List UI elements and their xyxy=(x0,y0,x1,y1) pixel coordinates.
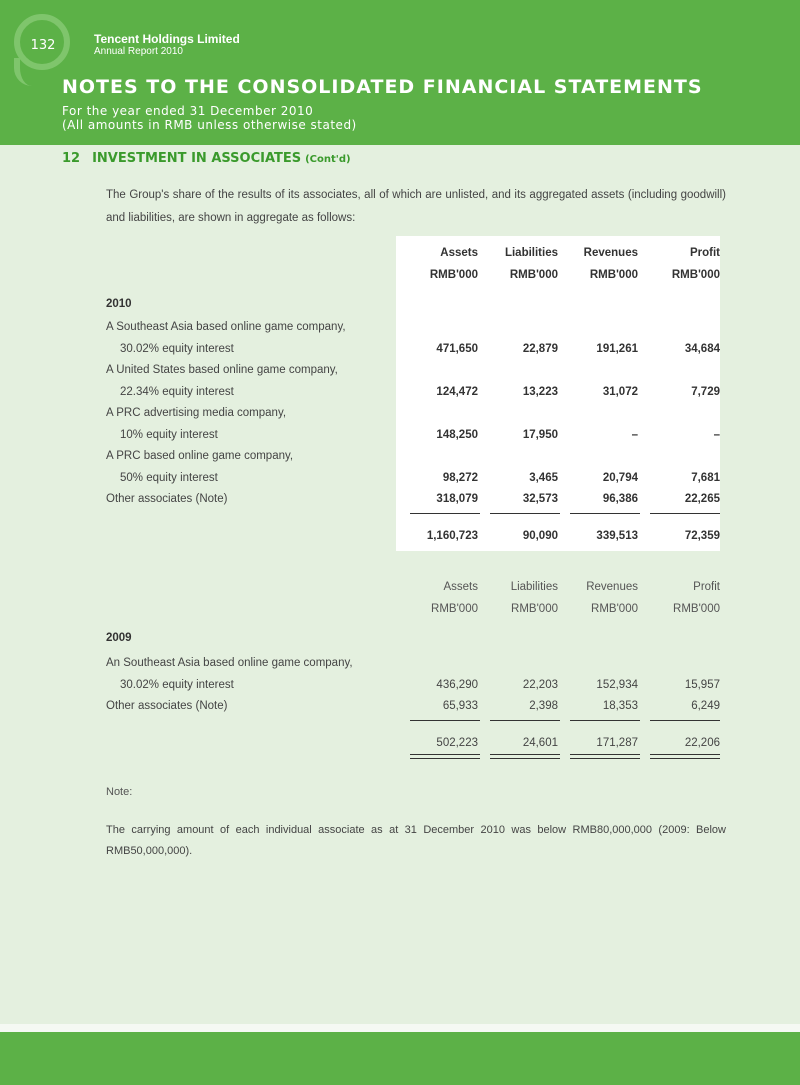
company-name: Tencent Holdings Limited xyxy=(94,32,240,46)
table-row xyxy=(106,402,720,424)
cell-revenues: 20,794 xyxy=(602,472,638,484)
cell-liabilities: 3,465 xyxy=(529,472,558,484)
col-header-liabilities: Liabilities xyxy=(504,247,558,259)
row-label: 10% equity interest xyxy=(120,429,218,441)
row-label: A PRC advertising media company, xyxy=(106,407,287,419)
total-liabilities: 24,601 xyxy=(522,737,558,749)
cell-assets: 436,290 xyxy=(436,679,478,691)
section-number: 12 xyxy=(62,151,81,166)
cell-profit: 7,681 xyxy=(691,472,720,484)
table-row xyxy=(106,338,720,360)
year-label: 2009 xyxy=(106,632,132,644)
note-label: Note: xyxy=(106,786,133,798)
total-double-rule xyxy=(650,754,720,759)
table-row xyxy=(106,381,720,403)
col-header-revenues: Revenues xyxy=(586,581,638,593)
col-unit: RMB'000 xyxy=(429,269,478,281)
table-2010 xyxy=(106,236,720,551)
row-label: 22.34% equity interest xyxy=(120,386,234,398)
row-label: Other associates (Note) xyxy=(106,493,228,505)
cell-assets: 124,472 xyxy=(436,386,478,398)
total-liabilities: 90,090 xyxy=(522,530,558,542)
cell-revenues: 96,386 xyxy=(602,493,638,505)
page-title: NOTES TO THE CONSOLIDATED FINANCIAL STATEMENTS xyxy=(62,76,703,98)
section-cont: (Cont'd) xyxy=(305,154,351,165)
table-row xyxy=(106,674,720,696)
total-revenues: 171,287 xyxy=(596,737,638,749)
table-row xyxy=(106,316,720,338)
col-unit: RMB'000 xyxy=(509,269,558,281)
col-unit: RMB'000 xyxy=(673,603,720,615)
row-label: 30.02% equity interest xyxy=(120,343,234,355)
intro-paragraph: The Group's share of the results of its associates, all of which are unlisted, and its aggregated assets (including goodwill) and liabilities, are shown in aggregate as follows: xyxy=(106,189,726,224)
subtotal-rule xyxy=(410,513,480,514)
table-2009 xyxy=(106,568,720,778)
cell-profit: 34,684 xyxy=(684,343,720,355)
table-row xyxy=(106,652,720,674)
cell-liabilities: 17,950 xyxy=(522,429,558,441)
col-unit: RMB'000 xyxy=(511,603,558,615)
cell-liabilities: 2,398 xyxy=(529,700,558,712)
cell-revenues: 191,261 xyxy=(596,343,638,355)
table-row xyxy=(106,424,720,446)
total-assets: 1,160,723 xyxy=(426,530,478,542)
table-row xyxy=(106,445,720,467)
cell-assets: 98,272 xyxy=(442,472,478,484)
currency-subtitle: (All amounts in RMB unless otherwise stated) xyxy=(62,118,357,132)
cell-assets: 471,650 xyxy=(436,343,478,355)
unit-header-row xyxy=(106,598,720,620)
unit-header-row xyxy=(106,264,720,286)
section-heading xyxy=(62,151,351,166)
table-row xyxy=(106,467,720,489)
total-double-rule xyxy=(490,754,560,759)
cell-liabilities: 22,879 xyxy=(522,343,558,355)
col-unit: RMB'000 xyxy=(671,269,720,281)
period-subtitle: For the year ended 31 December 2010 xyxy=(62,104,314,118)
total-row xyxy=(106,525,720,547)
cell-profit: 15,957 xyxy=(684,679,720,691)
cell-revenues: – xyxy=(631,429,638,441)
report-name: Annual Report 2010 xyxy=(94,46,183,57)
col-unit: RMB'000 xyxy=(431,603,478,615)
cell-assets: 318,079 xyxy=(436,493,478,505)
row-label: Other associates (Note) xyxy=(106,700,228,712)
table-row-other xyxy=(106,488,720,510)
total-double-rule xyxy=(570,754,640,759)
cell-liabilities: 13,223 xyxy=(522,386,558,398)
year-label: 2010 xyxy=(106,298,132,310)
cell-profit: 22,265 xyxy=(684,493,720,505)
col-header-liabilities: Liabilities xyxy=(510,581,558,593)
row-label: 30.02% equity interest xyxy=(120,679,234,691)
total-assets: 502,223 xyxy=(436,737,478,749)
col-unit: RMB'000 xyxy=(591,603,638,615)
cell-revenues: 31,072 xyxy=(602,386,638,398)
col-header-profit: Profit xyxy=(693,581,720,593)
cell-revenues: 152,934 xyxy=(596,679,638,691)
note-text: The carrying amount of each individual associate as at 31 December 2010 was below RMB80,000,000 (2009: Below RMB50,000,000). xyxy=(106,824,726,857)
col-header-revenues: Revenues xyxy=(583,247,638,259)
subtotal-rule xyxy=(410,720,480,721)
total-double-rule xyxy=(410,754,480,759)
year-row xyxy=(106,627,720,649)
table-row xyxy=(106,359,720,381)
col-unit: RMB'000 xyxy=(589,269,638,281)
table-row-other xyxy=(106,695,720,717)
page-header xyxy=(0,0,800,145)
total-profit: 72,359 xyxy=(684,530,720,542)
subtotal-rule xyxy=(650,720,720,721)
section-title: INVESTMENT IN ASSOCIATES xyxy=(92,151,302,166)
col-header-profit: Profit xyxy=(689,247,720,259)
row-label: An Southeast Asia based online game company, xyxy=(106,657,353,669)
total-row xyxy=(106,732,720,754)
col-header-assets: Assets xyxy=(440,247,478,259)
row-label: A Southeast Asia based online game company, xyxy=(106,321,346,333)
total-revenues: 339,513 xyxy=(596,530,638,542)
subtotal-rule xyxy=(490,720,560,721)
cell-profit: 7,729 xyxy=(691,386,720,398)
logo-tail-icon xyxy=(14,58,34,86)
subtotal-rule xyxy=(570,720,640,721)
column-header-row xyxy=(106,576,720,598)
col-header-assets: Assets xyxy=(443,581,478,593)
subtotal-rule xyxy=(490,513,560,514)
cell-liabilities: 32,573 xyxy=(522,493,558,505)
total-profit: 22,206 xyxy=(684,737,720,749)
cell-assets: 148,250 xyxy=(436,429,478,441)
page-footer xyxy=(0,1032,800,1085)
row-label: 50% equity interest xyxy=(120,472,218,484)
cell-profit: – xyxy=(713,429,720,441)
subtotal-rule xyxy=(650,513,720,514)
page-number: 132 xyxy=(30,38,56,53)
column-header-row xyxy=(106,242,720,264)
cell-assets: 65,933 xyxy=(442,700,478,712)
cell-revenues: 18,353 xyxy=(602,700,638,712)
subtotal-rule xyxy=(570,513,640,514)
footer-divider xyxy=(0,1024,800,1032)
row-label: A PRC based online game company, xyxy=(106,450,294,462)
year-row xyxy=(106,293,720,315)
cell-liabilities: 22,203 xyxy=(522,679,558,691)
row-label: A United States based online game company, xyxy=(106,364,338,376)
cell-profit: 6,249 xyxy=(691,700,720,712)
